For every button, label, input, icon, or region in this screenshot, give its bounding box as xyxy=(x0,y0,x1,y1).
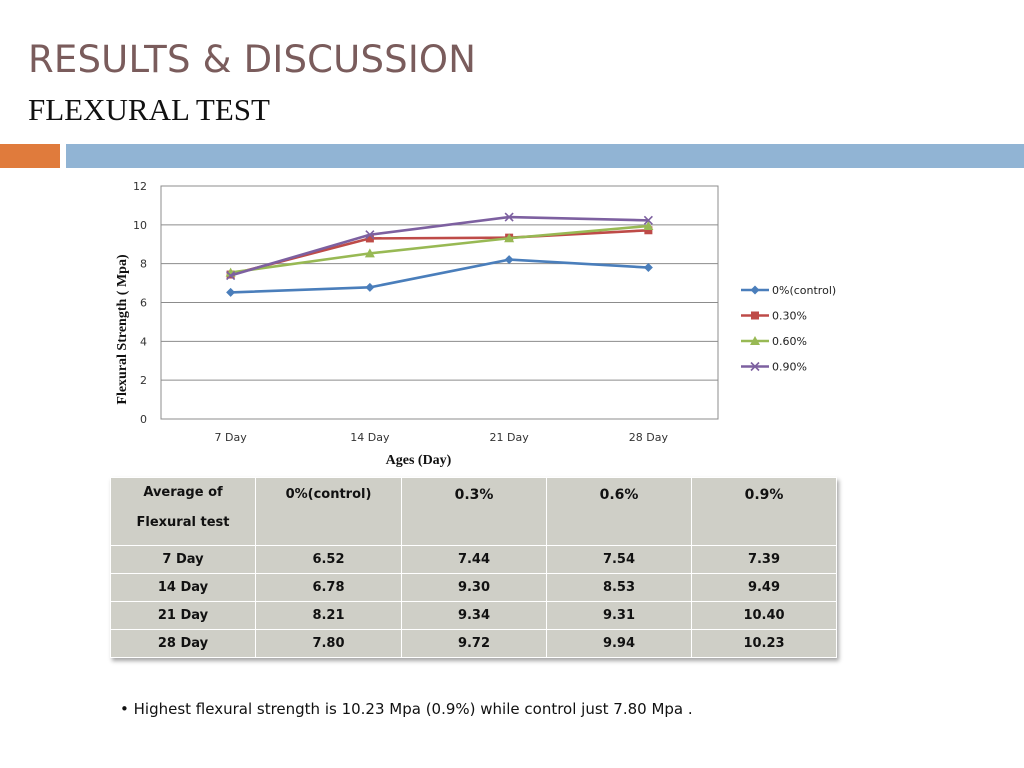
table-row xyxy=(111,630,837,658)
data-point xyxy=(505,255,514,264)
table-cell: 9.72 xyxy=(402,630,547,658)
y-tick-label: 8 xyxy=(140,257,147,271)
x-tick-label: 14 Day xyxy=(350,431,390,444)
table-cell: 9.31 xyxy=(547,602,692,630)
column-header: 0.6% xyxy=(547,478,692,546)
table-row xyxy=(111,574,837,602)
x-tick-label: 28 Day xyxy=(628,431,668,444)
table-cell: 7.54 xyxy=(547,546,692,574)
legend-label: 0.90% xyxy=(772,360,807,374)
x-axis-title: Ages (Day) xyxy=(385,453,452,468)
table-row xyxy=(111,546,837,574)
table-header-row xyxy=(111,478,837,546)
table-cell: 10.40 xyxy=(692,602,837,630)
corner-label-line2: Flexural test xyxy=(136,515,230,530)
table-cell: 7.39 xyxy=(692,546,837,574)
series-line-1 xyxy=(231,230,649,274)
summary-note: • Highest flexural strength is 10.23 Mpa (0.9%) while control just 7.80 Mpa . xyxy=(120,700,693,718)
table-cell: 8.53 xyxy=(547,574,692,602)
column-header: 0.3% xyxy=(402,478,547,546)
y-tick-label: 6 xyxy=(140,296,147,310)
table-cell: 6.52 xyxy=(256,546,402,574)
legend-marker xyxy=(751,286,760,295)
y-tick-label: 2 xyxy=(140,374,147,388)
table-cell: 6.78 xyxy=(256,574,402,602)
row-label: 7 Day xyxy=(111,546,256,574)
table-cell: 9.30 xyxy=(402,574,547,602)
slide-title: RESULTS & DISCUSSION xyxy=(28,38,477,81)
data-point xyxy=(644,263,653,272)
table-row xyxy=(111,602,837,630)
flexural-results-table xyxy=(110,477,837,658)
data-point xyxy=(365,283,374,292)
table-cell: 9.49 xyxy=(692,574,837,602)
table-cell: 7.80 xyxy=(256,630,402,658)
y-axis-title: Flexural Strength ( Mpa) xyxy=(115,254,130,405)
legend-label: 0.30% xyxy=(772,309,807,323)
corner-label-line1: Average of xyxy=(143,485,223,500)
legend-marker xyxy=(751,312,759,320)
y-tick-label: 10 xyxy=(133,218,147,232)
x-tick-label: 7 Day xyxy=(214,431,247,444)
column-header: 0.9% xyxy=(692,478,837,546)
y-tick-label: 0 xyxy=(140,413,147,426)
y-tick-label: 4 xyxy=(140,335,147,349)
accent-bar-blue xyxy=(66,144,1024,168)
table-cell: 9.34 xyxy=(402,602,547,630)
table-cell: 9.94 xyxy=(547,630,692,658)
row-label: 28 Day xyxy=(111,630,256,658)
column-header: 0%(control) xyxy=(256,478,402,546)
table-cell: 7.44 xyxy=(402,546,547,574)
row-label: 14 Day xyxy=(111,574,256,602)
y-tick-label: 12 xyxy=(133,180,147,193)
table-cell: 10.23 xyxy=(692,630,837,658)
flexural-strength-line-chart xyxy=(100,172,840,472)
x-tick-label: 21 Day xyxy=(489,431,529,444)
table-cell: 8.21 xyxy=(256,602,402,630)
accent-bar-orange xyxy=(0,144,60,168)
row-label: 21 Day xyxy=(111,602,256,630)
table-corner-header xyxy=(111,478,256,546)
legend-label: 0%(control) xyxy=(772,284,837,297)
slide-subtitle: FLEXURAL TEST xyxy=(28,92,270,127)
legend-label: 0.60% xyxy=(772,335,807,348)
data-point xyxy=(226,288,235,297)
